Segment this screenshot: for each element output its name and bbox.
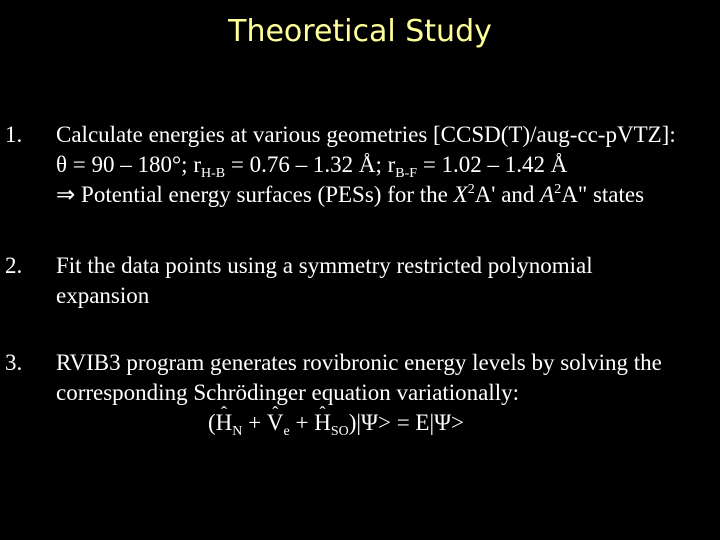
v-e-operator: ˆ V xyxy=(267,408,284,438)
theta-range: θ = 90 – 180°; r xyxy=(56,152,201,177)
schrodinger-equation xyxy=(56,408,616,438)
r-bf-range: = 1.02 – 1.42 Å xyxy=(417,152,568,177)
subscript-so: SO xyxy=(330,424,349,439)
r-hb-range: = 0.76 – 1.32 Å; r xyxy=(225,152,396,177)
item1-line3 xyxy=(56,180,706,210)
a-state-label: A xyxy=(540,182,555,207)
eq-plus-2: + xyxy=(289,410,315,435)
eq-plus-1: + xyxy=(242,410,267,435)
list-item-1-text xyxy=(56,120,706,210)
h-n-operator: ˆ H xyxy=(216,408,233,438)
a-state-rest: A" states xyxy=(561,182,645,207)
h-so-operator: ˆ H xyxy=(314,408,331,438)
list-item-2-text xyxy=(56,251,706,311)
superscript-2b: 2 xyxy=(554,182,562,197)
list-item-3-text xyxy=(56,348,706,438)
list-number-2: 2. xyxy=(5,253,23,278)
list-number-3: 3. xyxy=(5,350,23,375)
x-state-rest: A' and xyxy=(474,182,541,207)
subscript-bf: B-F xyxy=(395,166,418,181)
list-number-1: 1. xyxy=(5,122,23,147)
implies-text: ⇒ Potential energy surfaces (PESs) for the xyxy=(56,182,454,207)
item2-line2: expansion xyxy=(56,283,150,308)
subscript-hb: H-B xyxy=(201,166,226,181)
item3-line1: RVIB3 program generates rovibronic energy levels by solving the xyxy=(56,350,662,375)
superscript-2a: 2 xyxy=(467,182,475,197)
subscript-e: e xyxy=(283,424,290,439)
item1-line2 xyxy=(56,150,706,180)
eq-open: ( xyxy=(207,410,216,435)
slide-title: Theoretical Study xyxy=(228,14,492,49)
item2-line1: Fit the data points using a symmetry restricted polynomial xyxy=(56,253,593,278)
eq-rest: )|Ψ> = E|Ψ> xyxy=(348,410,465,435)
item3-line2: corresponding Schrödinger equation variationally: xyxy=(56,380,520,405)
x-state-label: X xyxy=(453,182,468,207)
item1-line1: Calculate energies at various geometries [CCSD(T)/aug-cc-pVTZ]: xyxy=(56,122,676,147)
subscript-n: N xyxy=(232,424,243,439)
